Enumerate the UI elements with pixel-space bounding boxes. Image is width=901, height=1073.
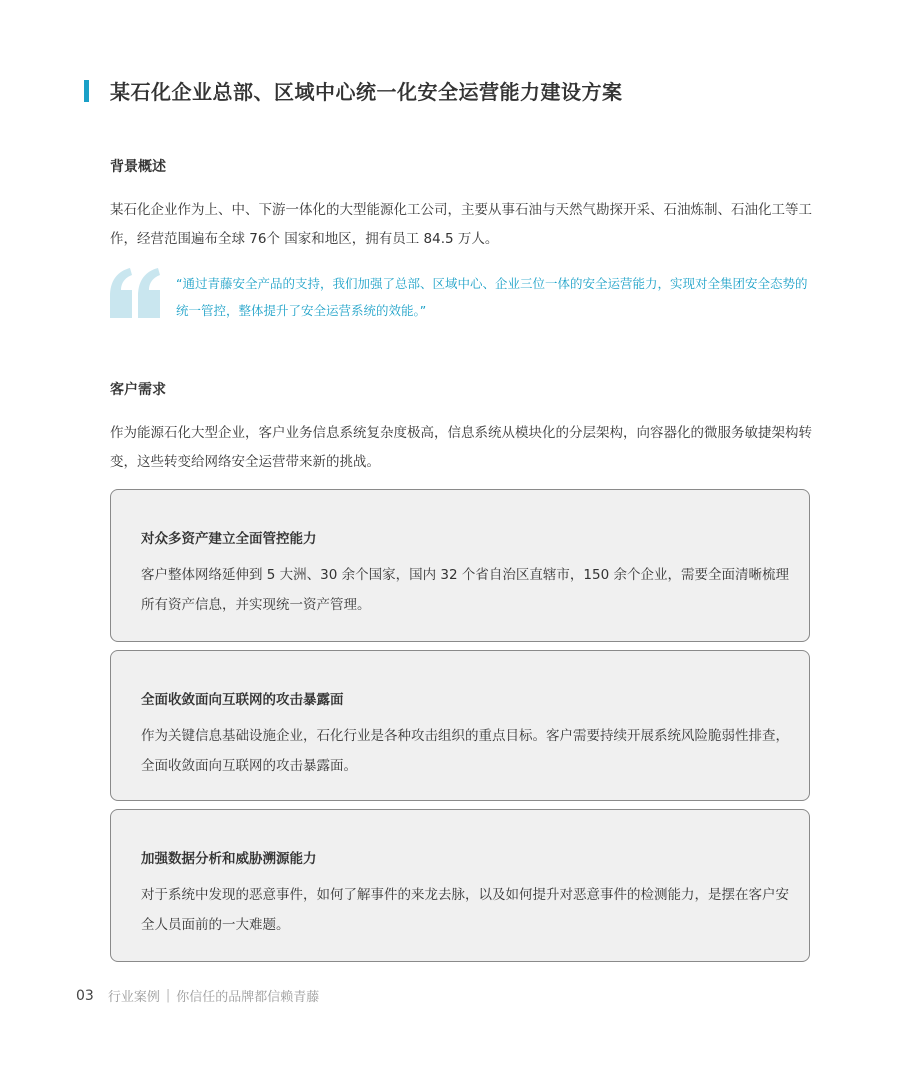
- title-accent-bar: [84, 80, 89, 102]
- card-title: 加强数据分析和威胁溯源能力: [141, 851, 317, 867]
- page-number: 03: [76, 987, 94, 1004]
- footer-section: 行业案例: [107, 990, 160, 1005]
- background-paragraph: 某石化企业作为上、中、下游一体化的大型能源化工公司，主要从事石油与天然气勘探开采、石油炼制、石油化工等工作，经营范围遍布全球 76个 国家和地区，拥有员工 84.5 万人。: [110, 202, 812, 247]
- needs-heading: 客户需求: [110, 382, 166, 398]
- card-body: 作为关键信息基础设施企业，石化行业是各种攻击组织的重点目标。客户需要持续开展系统风险脆弱性排查，全面收敛面向互联网的攻击暴露面。: [141, 728, 789, 774]
- need-card-attack-surface: [110, 650, 810, 801]
- card-title: 全面收敛面向互联网的攻击暴露面: [141, 692, 344, 708]
- footer-slogan: 你信任的品牌都信赖青藤: [176, 990, 320, 1005]
- quote-mark-icon: [108, 268, 164, 320]
- footer-divider: |: [165, 988, 171, 1003]
- need-card-threat-tracing: [110, 809, 810, 962]
- need-card-asset-control: [110, 489, 810, 642]
- card-body: 客户整体网络延伸到 5 大洲、30 余个国家，国内 32 个省自治区直辖市，150 余个企业，需要全面清晰梳理所有资产信息，并实现统一资产管理。: [141, 567, 789, 613]
- card-title: 对众多资产建立全面管控能力: [141, 531, 317, 547]
- page-footer: [76, 986, 319, 1005]
- background-heading: 背景概述: [110, 159, 166, 175]
- needs-paragraph: 作为能源石化大型企业，客户业务信息系统复杂度极高，信息系统从模块化的分层架构，向容器化的微服务敏捷架构转变，这些转变给网络安全运营带来新的挑战。: [110, 425, 812, 470]
- customer-quote: “通过青藤安全产品的支持，我们加强了总部、区域中心、企业三位一体的安全运营能力，实现对全集团安全态势的统一管控，整体提升了安全运营系统的效能。”: [176, 276, 808, 318]
- card-body: 对于系统中发现的恶意事件，如何了解事件的来龙去脉，以及如何提升对恶意事件的检测能力，是摆在客户安全人员面前的一大难题。: [141, 887, 789, 933]
- page-title: 某石化企业总部、区域中心统一化安全运营能力建设方案: [110, 80, 623, 104]
